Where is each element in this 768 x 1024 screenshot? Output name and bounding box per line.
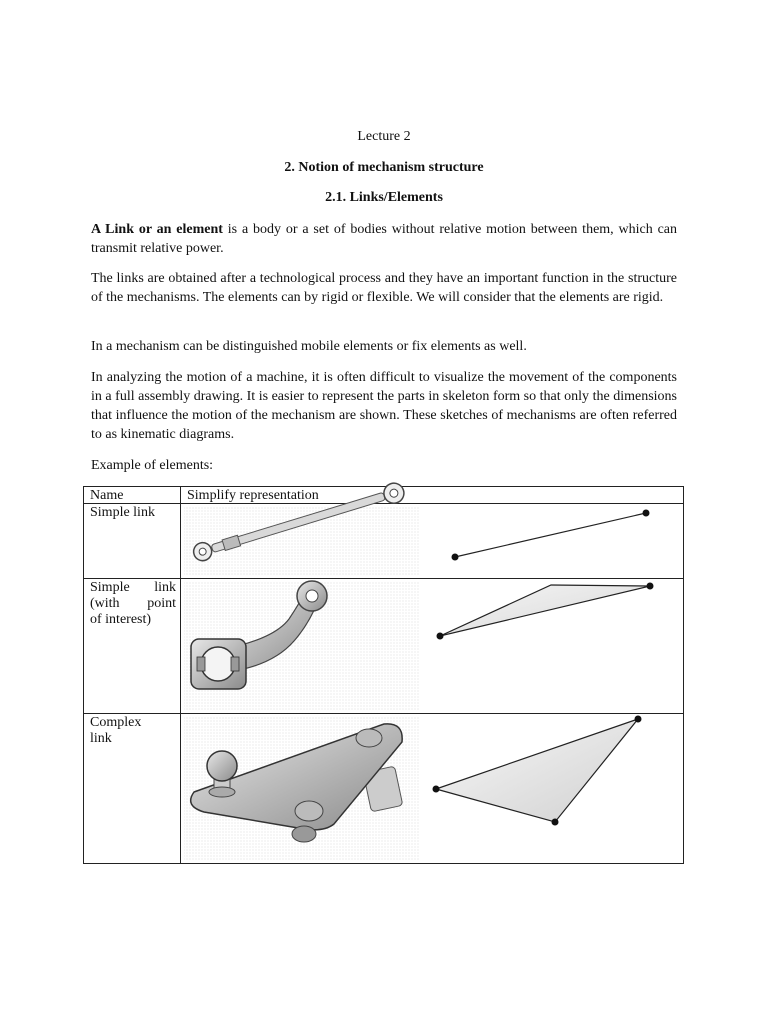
paragraph-links: The links are obtained after a technological process and they have an important function in the structure of the mechanisms. The elements can by rigid or flexible. We will consider that the elements are rigid. <box>91 271 677 305</box>
simple-link-skeleton <box>84 504 684 584</box>
row-name-complex-line-1: Complex <box>90 715 142 730</box>
row-name-complex-line-2: link <box>90 731 112 746</box>
table-row-complex-link <box>84 713 683 864</box>
subsection-title: 2.1. Links/Elements <box>325 190 443 205</box>
definition-text: is a body or a set of bodies without relative motion between them, which can transmit relative power. <box>91 222 678 256</box>
elements-table <box>83 486 684 864</box>
definition-term: A Link or an element <box>91 222 223 237</box>
table-row-simple-link <box>84 503 683 578</box>
header-representation: Simplify representation <box>187 488 319 503</box>
row-name-point-line-3: of interest) <box>90 612 152 627</box>
paragraph-mobile: In a mechanism can be distinguished mobile elements or fix elements as well. <box>91 339 527 354</box>
header-name: Name <box>90 488 124 503</box>
row-name-simple-link: Simple link <box>90 505 155 520</box>
row-name-point-line-1: Simple link <box>90 580 176 595</box>
table-row-point-of-interest <box>84 578 683 713</box>
section-title: 2. Notion of mechanism structure <box>284 160 484 175</box>
definition-paragraph <box>91 220 677 258</box>
row-name-point-line-2: (with point <box>90 596 176 611</box>
paragraph-kinematic: In analyzing the motion of a machine, it is often difficult to visualize the movement of the components in a full assembly drawing. It is easier to represent the parts in skeleton form so that only the dimensions that influence the motion of the mechanism are shown. These sketches of mechanisms are often referred to as kinematic diagrams. <box>91 370 677 442</box>
complex-link-skeleton <box>84 714 684 865</box>
example-heading: Example of elements: <box>91 458 214 473</box>
point-link-skeleton <box>84 579 684 714</box>
lecture-label: Lecture 2 <box>357 129 411 144</box>
